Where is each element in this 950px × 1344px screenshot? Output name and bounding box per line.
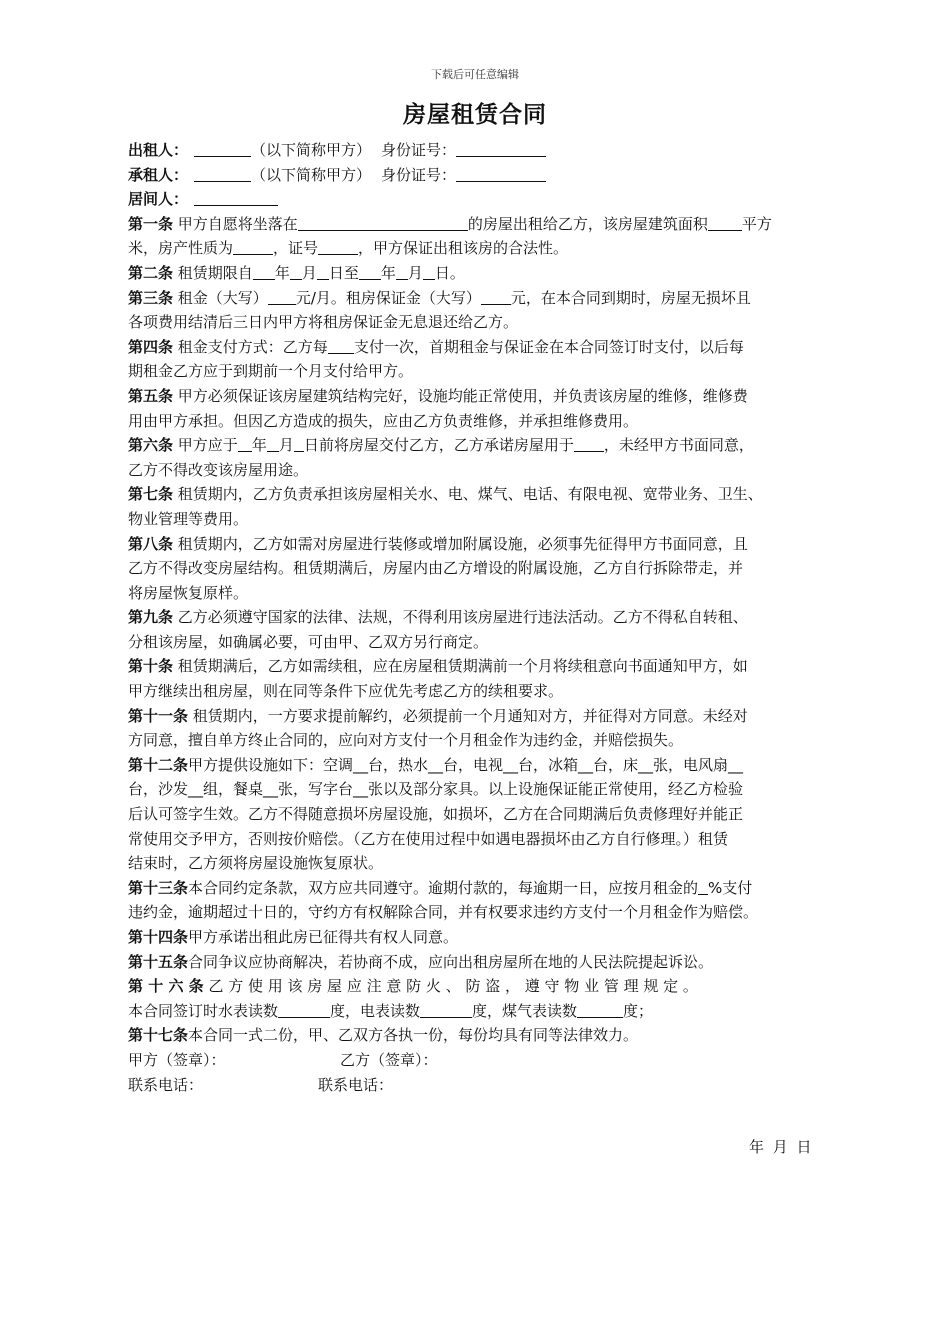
lessee-id-blank[interactable] bbox=[456, 165, 546, 182]
electric-reading-blank[interactable] bbox=[420, 1001, 472, 1018]
article-17-line-1 bbox=[128, 1023, 828, 1048]
article-12-line-5: 结束时，乙方须将房屋设施恢复原状。 bbox=[128, 854, 384, 873]
article-9-title: 第九条 bbox=[128, 608, 174, 627]
delivery-year-blank[interactable] bbox=[238, 435, 252, 452]
article-4-text: 租金支付方式：乙方每 bbox=[177, 337, 328, 356]
article-8-line-3: 将房屋恢复原样。 bbox=[128, 583, 249, 602]
article-17-text: 本合同一式二份，甲、乙双方各执一份，每份均具有同等法律效力。 bbox=[188, 1026, 639, 1045]
article-6-text: 甲方应于 bbox=[177, 436, 238, 455]
article-5-line-1 bbox=[128, 384, 828, 409]
lessee-short: （以下简称甲方） bbox=[251, 165, 372, 184]
article-3-line-2: 各项费用结清后三日内甲方将租房保证金无息退还给乙方。 bbox=[128, 313, 519, 332]
certificate-number-blank[interactable] bbox=[318, 238, 358, 255]
property-nature-blank[interactable] bbox=[233, 238, 273, 255]
article-14-title: 第十四条 bbox=[128, 928, 189, 946]
article-6-text: 月 bbox=[278, 436, 294, 455]
article-12-line-3: 后认可签字生效。乙方不得随意损坏房屋设施，如损坏，乙方在合同期满后负责修理好并能正 bbox=[128, 805, 744, 824]
article-15-line-1 bbox=[128, 950, 828, 975]
lessor-id-blank[interactable] bbox=[456, 140, 546, 157]
party-b-phone-label: 联系电话： bbox=[318, 1075, 394, 1094]
payment-period-blank[interactable] bbox=[328, 337, 354, 354]
article-6-line-2: 乙方不得改变该房屋用途。 bbox=[128, 460, 309, 479]
article-1-text: ，甲方保证出租该房的合法性。 bbox=[358, 239, 569, 258]
delivery-month-blank[interactable] bbox=[267, 435, 279, 452]
article-1-text: 平方 bbox=[741, 214, 772, 233]
article-16-title: 第 十 六 条 bbox=[128, 977, 204, 996]
article-6-title: 第六条 bbox=[128, 436, 174, 455]
end-year-blank[interactable] bbox=[359, 263, 381, 280]
lessor-short: （以下简称甲方） bbox=[251, 141, 372, 159]
article-16-text: 乙 方 使 用 该 房 屋 应 注 意 防 火 、 防 盗 ， 遵 守 物 业 管 理 规 定 。 bbox=[208, 977, 698, 996]
article-11-line-1 bbox=[128, 704, 828, 729]
lessor-label: 出租人： bbox=[128, 141, 189, 159]
article-4-title: 第四条 bbox=[128, 337, 174, 356]
article-2-text: 日至 bbox=[328, 263, 359, 282]
article-10-text: 租赁期满后，乙方如需续租，应在房屋租赁期满前一个月将续租意向书面通知甲方，如 bbox=[177, 657, 748, 676]
start-day-blank[interactable] bbox=[317, 263, 329, 280]
lessee-label: 承租人： bbox=[128, 165, 189, 184]
article-9-text: 乙方必须遵守国家的法律、法规，不得利用该房屋进行违法活动。乙方不得私自转租、 bbox=[177, 608, 748, 627]
lessee-name-blank[interactable] bbox=[194, 165, 251, 182]
article-3-line-1 bbox=[128, 286, 828, 311]
article-4-text: 支付一次，首期租金与保证金在本合同签订时支付，以后每 bbox=[353, 337, 744, 356]
article-4-line-2: 期租金乙方应于到期前一个月支付给甲方。 bbox=[128, 362, 414, 381]
article-6-text: 日前将房屋交付乙方，乙方承诺房屋用于 bbox=[303, 436, 574, 455]
article-11-line-2: 方同意，擅自单方终止合同的，应向对方支付一个月租金作为违约金，并赔偿损失。 bbox=[128, 731, 684, 750]
article-5-title: 第五条 bbox=[128, 386, 174, 405]
penalty-percent-blank[interactable] bbox=[698, 878, 708, 895]
article-2-text: 年 bbox=[274, 263, 290, 282]
article-2-text: 月 bbox=[301, 263, 317, 282]
article-12-line-4: 常使用交予甲方，否则按价赔偿。（乙方在使用过程中如遇电器损坏由乙方自行修理。）租赁 bbox=[128, 829, 729, 848]
signature-row bbox=[128, 1048, 828, 1073]
broker-name-blank[interactable] bbox=[194, 189, 278, 206]
article-16-line-1 bbox=[128, 974, 828, 999]
party-a-signature-label: 甲方（签章）： bbox=[128, 1050, 226, 1069]
article-13-text: 本合同约定条款，双方应共同遵守。逾期付款的，每逾期一日，应按月租金的 bbox=[188, 878, 699, 897]
article-1-line-2 bbox=[128, 236, 828, 261]
signing-date: 年 月 日 bbox=[749, 1138, 814, 1156]
article-16-line-2 bbox=[128, 999, 828, 1024]
article-7-line-1 bbox=[128, 482, 828, 507]
article-9-line-1 bbox=[128, 605, 828, 630]
article-3-text: 元/月。租房保证金（大写） bbox=[295, 288, 481, 307]
article-16-text: 度，电表读数 bbox=[330, 1001, 421, 1020]
article-12-title: 第十二条 bbox=[128, 755, 189, 774]
article-6-text: ，未经甲方书面同意， bbox=[603, 436, 754, 455]
article-5-text: 甲方必须保证该房屋建筑结构完好，设施均能正常使用，并负责该房屋的维修，维修费 bbox=[177, 386, 748, 405]
article-8-line-2: 乙方不得改变房屋结构。租赁期满后，房屋内由乙方增设的附属设施，乙方自行拆除带走，并 bbox=[128, 559, 744, 578]
broker-label: 居间人： bbox=[128, 190, 189, 209]
water-reading-blank[interactable] bbox=[278, 1001, 330, 1018]
article-1-text: ，证号 bbox=[273, 239, 319, 258]
article-2-text: 日。 bbox=[434, 263, 465, 282]
broker-line bbox=[128, 187, 828, 212]
article-3-title: 第三条 bbox=[128, 288, 174, 307]
article-3-text: 租金（大写） bbox=[177, 288, 268, 307]
article-2-text: 月 bbox=[407, 263, 423, 282]
header-note: 下载后可任意编辑 bbox=[431, 68, 519, 81]
party-b-signature-label: 乙方（签章）： bbox=[340, 1050, 438, 1069]
delivery-day-blank[interactable] bbox=[294, 435, 304, 452]
area-blank[interactable] bbox=[708, 214, 742, 231]
article-8-text: 租赁期内，乙方如需对房屋进行装修或增加附属设施，必须事先征得甲方书面同意，且 bbox=[177, 534, 748, 553]
end-day-blank[interactable] bbox=[423, 263, 435, 280]
article-17-title: 第十七条 bbox=[128, 1026, 189, 1045]
article-1-line-1 bbox=[128, 212, 828, 237]
rent-amount-blank[interactable] bbox=[268, 288, 296, 305]
gas-reading-blank[interactable] bbox=[577, 1001, 623, 1018]
article-16-text: 度，煤气表读数 bbox=[472, 1001, 578, 1020]
article-2-text: 年 bbox=[380, 263, 396, 282]
article-7-line-2: 物业管理等费用。 bbox=[128, 509, 249, 528]
article-6-text: 年 bbox=[251, 436, 267, 455]
article-14-text: 甲方承诺出租此房已征得共有权人同意。 bbox=[188, 928, 459, 946]
start-year-blank[interactable] bbox=[253, 263, 275, 280]
article-12-line-2: 台，沙发__组，餐桌__张，写字台__张以及部分家具。以上设施保证能正常使用，经乙方检验 bbox=[128, 780, 744, 799]
lessor-line bbox=[128, 138, 828, 163]
article-4-line-1 bbox=[128, 335, 828, 360]
article-6-line-1 bbox=[128, 433, 828, 458]
lessee-id-label: 身份证号： bbox=[381, 165, 457, 184]
start-month-blank[interactable] bbox=[290, 263, 302, 280]
article-1-text: 米，房产性质为 bbox=[128, 239, 234, 258]
article-8-line-1 bbox=[128, 532, 828, 557]
article-7-text: 租赁期内，乙方负责承担该房屋相关水、电、煤气、电话、有限电视、宽带业务、卫生、 bbox=[177, 485, 763, 504]
article-15-title: 第十五条 bbox=[128, 952, 189, 971]
article-3-text: 元，在本合同到期时，房屋无损坏且 bbox=[510, 288, 751, 307]
article-13-text: %支付 bbox=[708, 878, 753, 897]
property-location-blank[interactable] bbox=[298, 214, 468, 231]
article-14-line-1 bbox=[128, 925, 828, 950]
article-13-title: 第十三条 bbox=[128, 878, 189, 897]
article-12-text: 甲方提供设施如下：空调__台，热水__台，电视__台，冰箱__台，床__张，电风扇__ bbox=[188, 755, 744, 774]
usage-purpose-blank[interactable] bbox=[574, 435, 604, 452]
article-2-title: 第二条 bbox=[128, 263, 174, 282]
article-10-line-2: 甲方继续出租房屋，则在同等条件下应优先考虑乙方的续租要求。 bbox=[128, 682, 564, 701]
phone-row bbox=[128, 1073, 828, 1098]
end-month-blank[interactable] bbox=[396, 263, 408, 280]
lessee-line bbox=[128, 163, 828, 188]
article-1-title: 第一条 bbox=[128, 214, 174, 233]
article-10-line-1 bbox=[128, 654, 828, 679]
article-11-title: 第十一条 bbox=[128, 706, 189, 725]
deposit-amount-blank[interactable] bbox=[481, 288, 511, 305]
article-10-title: 第十条 bbox=[128, 657, 174, 676]
article-12-line-1 bbox=[128, 753, 828, 778]
lessor-name-blank[interactable] bbox=[194, 140, 251, 157]
article-8-title: 第八条 bbox=[128, 534, 174, 553]
document-title: 房屋租赁合同 bbox=[403, 102, 547, 128]
article-1-text: 甲方自愿将坐落在 bbox=[177, 214, 298, 233]
article-7-title: 第七条 bbox=[128, 485, 174, 504]
party-a-phone-label: 联系电话： bbox=[128, 1075, 204, 1094]
article-13-line-2: 违约金，逾期超过十日的，守约方有权解除合同，并有权要求违约方支付一个月租金作为赔偿。 bbox=[128, 903, 759, 922]
article-16-text: 度； bbox=[623, 1001, 654, 1020]
article-1-text: 的房屋出租给乙方，该房屋建筑面积 bbox=[467, 214, 708, 233]
article-5-line-2: 用由甲方承担。但因乙方造成的损失，应由乙方负责维修，并承担维修费用。 bbox=[128, 411, 639, 430]
lessor-id-label: 身份证号： bbox=[381, 141, 457, 159]
article-11-text: 租赁期内，一方要求提前解约，必须提前一个月通知对方，并征得对方同意。未经对 bbox=[192, 706, 748, 725]
article-15-text: 合同争议应协商解决，若协商不成，应向出租房屋所在地的人民法院提起诉讼。 bbox=[188, 952, 714, 971]
article-16-text: 本合同签订时水表读数 bbox=[128, 1001, 279, 1020]
article-9-line-2: 分租该房屋，如确属必要，可由甲、乙双方另行商定。 bbox=[128, 632, 489, 651]
article-2-line-1 bbox=[128, 261, 828, 286]
article-2-text: 租赁期限自 bbox=[177, 263, 253, 282]
article-13-line-1 bbox=[128, 876, 828, 901]
contract-body bbox=[128, 138, 828, 1097]
